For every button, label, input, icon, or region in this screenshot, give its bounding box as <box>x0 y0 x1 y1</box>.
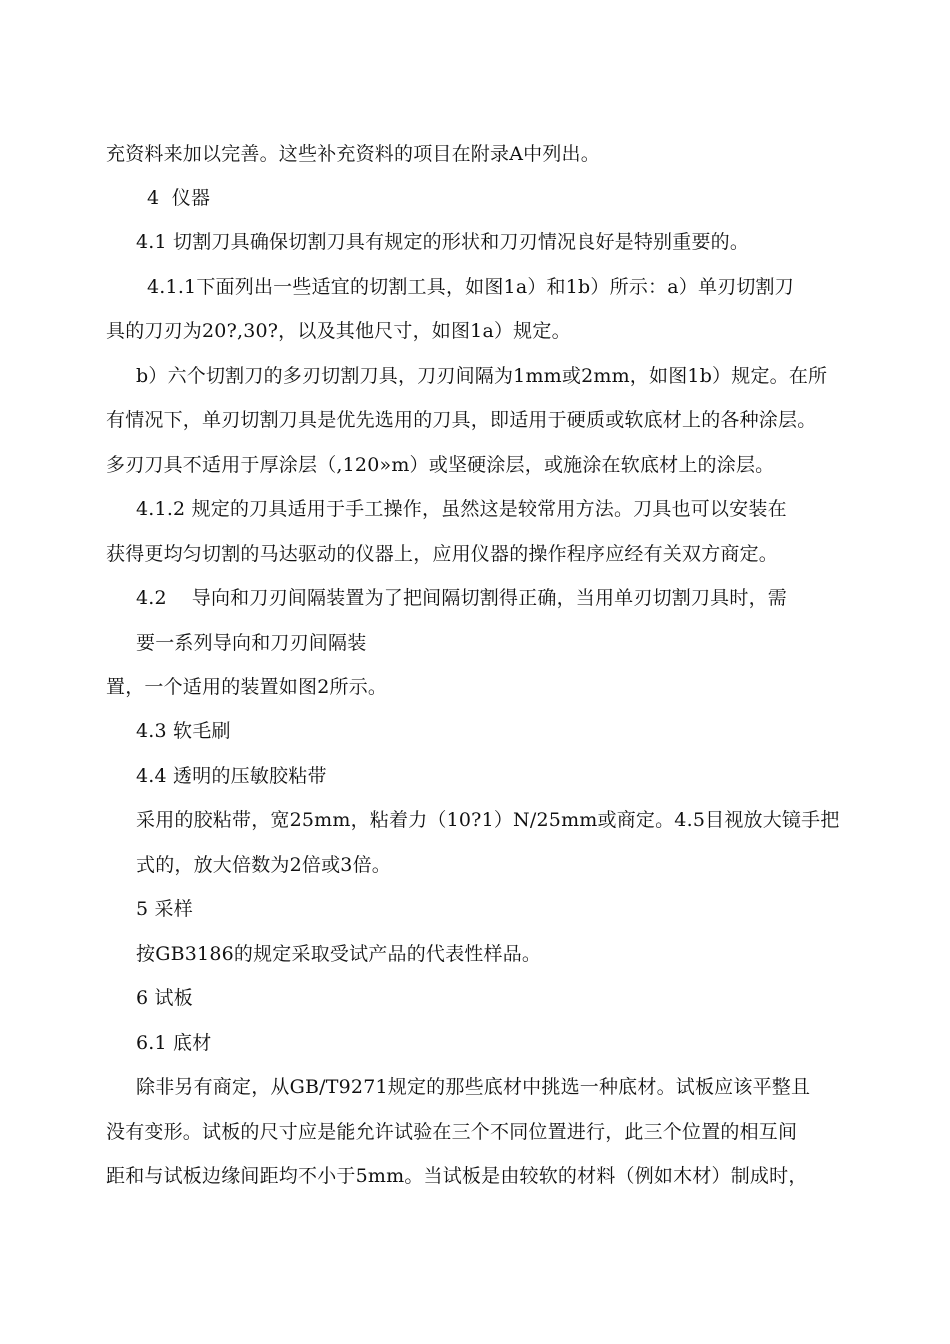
text-line: 4.2 导向和刀刃间隔装置为了把间隔切割得正确，当用单刃切割刀具时，需 <box>136 587 787 609</box>
text-line: 置，一个适用的装置如图2所示。 <box>106 676 388 698</box>
text-line: 有情况下，单刃切割刀具是优先选用的刀具，即适用于硬质或软底材上的各种涂层。 <box>106 409 817 431</box>
text-line: 按GB3186的规定采取受试产品的代表性样品。 <box>136 943 542 965</box>
text-line: 多刃刀具不适用于厚涂层（,120»m）或坚硬涂层，或施涂在软底材上的涂层。 <box>106 454 775 476</box>
text-line: 要一系列导向和刀刃间隔装 <box>136 632 367 654</box>
section-heading: 5 采样 <box>136 898 193 920</box>
text-line: 具的刀刃为20?,30?，以及其他尺寸，如图1a）规定。 <box>106 320 571 342</box>
section-heading: 6 试板 <box>136 987 193 1009</box>
text-line: 4.1.1下面列出一些适宜的切割工具，如图1a）和1b）所示：a）单刃切割刀 <box>147 276 794 298</box>
text-line: 4.1.2 规定的刀具适用于手工操作，虽然这是较常用方法。刀具也可以安装在 <box>136 498 787 520</box>
text-line: 充资料来加以完善。这些补充资料的项目在附录A中列出。 <box>106 143 600 165</box>
text-line: 4.1 切割刀具确保切割刀具有规定的形状和刀刃情况良好是特别重要的。 <box>136 231 750 253</box>
text-line: 距和与试板边缘间距均不小于5mm。当试板是由较软的材料（例如木材）制成时， <box>106 1165 808 1187</box>
section-heading: 6.1 底材 <box>136 1032 212 1054</box>
section-heading: 4.3 软毛刷 <box>136 720 231 742</box>
text-line: 没有变形。试板的尺寸应是能允许试验在三个不同位置进行，此三个位置的相互间 <box>106 1121 798 1143</box>
text-line: 获得更均匀切割的马达驱动的仪器上，应用仪器的操作程序应经有关双方商定。 <box>106 543 779 565</box>
section-heading: 4 仪器 <box>147 187 211 209</box>
text-line: 除非另有商定，从GB/T9271规定的那些底材中挑选一种底材。试板应该平整且 <box>136 1076 811 1098</box>
text-line: b）六个切割刀的多刃切割刀具，刀刃间隔为1mm或2mm，如图1b）规定。在所 <box>136 365 828 387</box>
text-line: 式的，放大倍数为2倍或3倍。 <box>136 854 391 876</box>
text-line: 采用的胶粘带，宽25mm，粘着力（10?1）N/25mm或商定。4.5目视放大镜手把 <box>136 809 840 831</box>
section-heading: 4.4 透明的压敏胶粘带 <box>136 765 327 787</box>
